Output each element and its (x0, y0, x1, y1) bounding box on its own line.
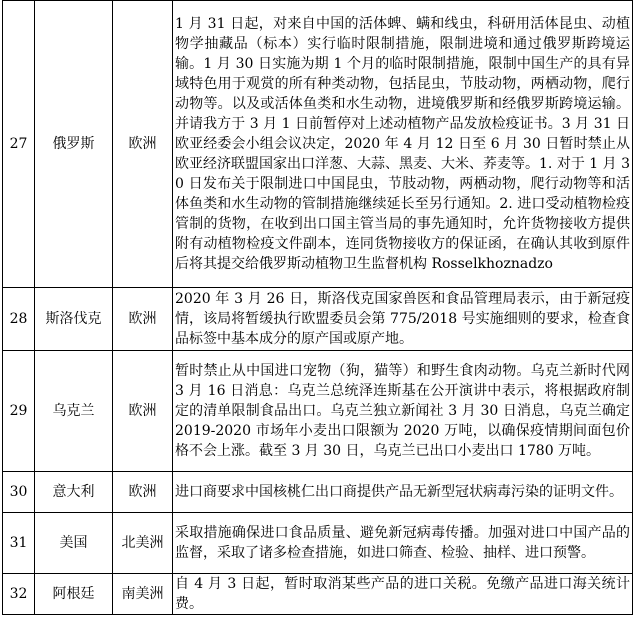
country-cell: 意大利 (35, 472, 113, 513)
measures-table (2, 0, 633, 615)
measure-content: 暂时禁止从中国进口宠物（狗，猫等）和野生食肉动物。乌克兰新时代网 3 月 16 日消息：乌克兰总统泽连斯基在公开演讲中表示，将根据政府制定的清单限制食品出口。乌克兰独立新闻社 3 月 30 日消息，乌克兰确定 2019-2020 市场年小麦出口限额为 2020 万吨，以确保疫情期间面包价格不会上涨。截至 3 月 30 日，乌克兰已出口小麦出口 1780 万吨。 (173, 351, 633, 472)
measure-content: 1 月 31 日起，对来自中国的活体蜱、螨和线虫，科研用活体昆虫、动植物学抽藏品（标本）实行临时限制措施，限制进境和通过俄罗斯跨境运输。1 月 30 日实施为期 1 个月的临时限制措施，限制中国生产的具有异域特色用于观赏的所有种类动物，包括昆虫，节肢动物，两栖动物，爬行动物等。以及或活体鱼类和水生动物，进境俄罗斯和经俄罗斯跨境运输。并请我方于 3 月 1 日前暂停对上述动植物产品发放检疫证书。3 月 31 日欧亚经委会小组会议决定，2020 年 4 月 12 日至 6 月 30 日暂时禁止从欧亚经济联盟国家出口洋葱、大蒜、黑麦、大米、荞麦等。1. 对于 1 月 30 日发布关于限制进口中国昆虫，节肢动物，两栖动物，爬行动物等和活体鱼类和水生动物的管制措施继续延长至另行通知。2. 进口受动植物检疫管制的货物，在收到出口国主管当局的事先通知时，允许货物接收方提供附有动植物检疫文件副本，连同货物接收方的保证函，在确认其收到原件后将其提交给俄罗斯动植物卫生监督机构 Rosselkhoznadzo (173, 1, 633, 288)
region-cell: 北美洲 (113, 513, 173, 574)
region-cell: 欧洲 (113, 351, 173, 472)
country-cell: 斯洛伐克 (35, 288, 113, 351)
row-number: 32 (3, 574, 35, 615)
table-row (3, 472, 633, 513)
country-cell: 阿根廷 (35, 574, 113, 615)
measure-content: 2020 年 3 月 26 日，斯洛伐克国家兽医和食品管理局表示，由于新冠疫情，该局将暂缓执行欧盟委员会第 775/2018 号实施细则的要求，检查食品标签中基本成分的原产国或原产地。 (173, 288, 633, 351)
row-number: 29 (3, 351, 35, 472)
row-number: 31 (3, 513, 35, 574)
region-cell: 南美洲 (113, 574, 173, 615)
row-number: 27 (3, 1, 35, 288)
table-row (3, 351, 633, 472)
country-cell: 乌克兰 (35, 351, 113, 472)
table-row (3, 1, 633, 288)
country-cell: 俄罗斯 (35, 1, 113, 288)
measure-content: 自 4 月 3 日起，暂时取消某些产品的进口关税。免缴产品进口海关统计费。 (173, 574, 633, 615)
table-row (3, 513, 633, 574)
region-cell: 欧洲 (113, 472, 173, 513)
row-number: 30 (3, 472, 35, 513)
table-row (3, 288, 633, 351)
table-row (3, 574, 633, 615)
measure-content: 采取措施确保进口食品质量、避免新冠病毒传播。加强对进口中国产品的监督，采取了诸多检查措施，如进口筛查、检验、抽样、进口预警。 (173, 513, 633, 574)
region-cell: 欧洲 (113, 1, 173, 288)
country-cell: 美国 (35, 513, 113, 574)
row-number: 28 (3, 288, 35, 351)
region-cell: 欧洲 (113, 288, 173, 351)
measure-content: 进口商要求中国核桃仁出口商提供产品无新型冠状病毒污染的证明文件。 (173, 472, 633, 513)
